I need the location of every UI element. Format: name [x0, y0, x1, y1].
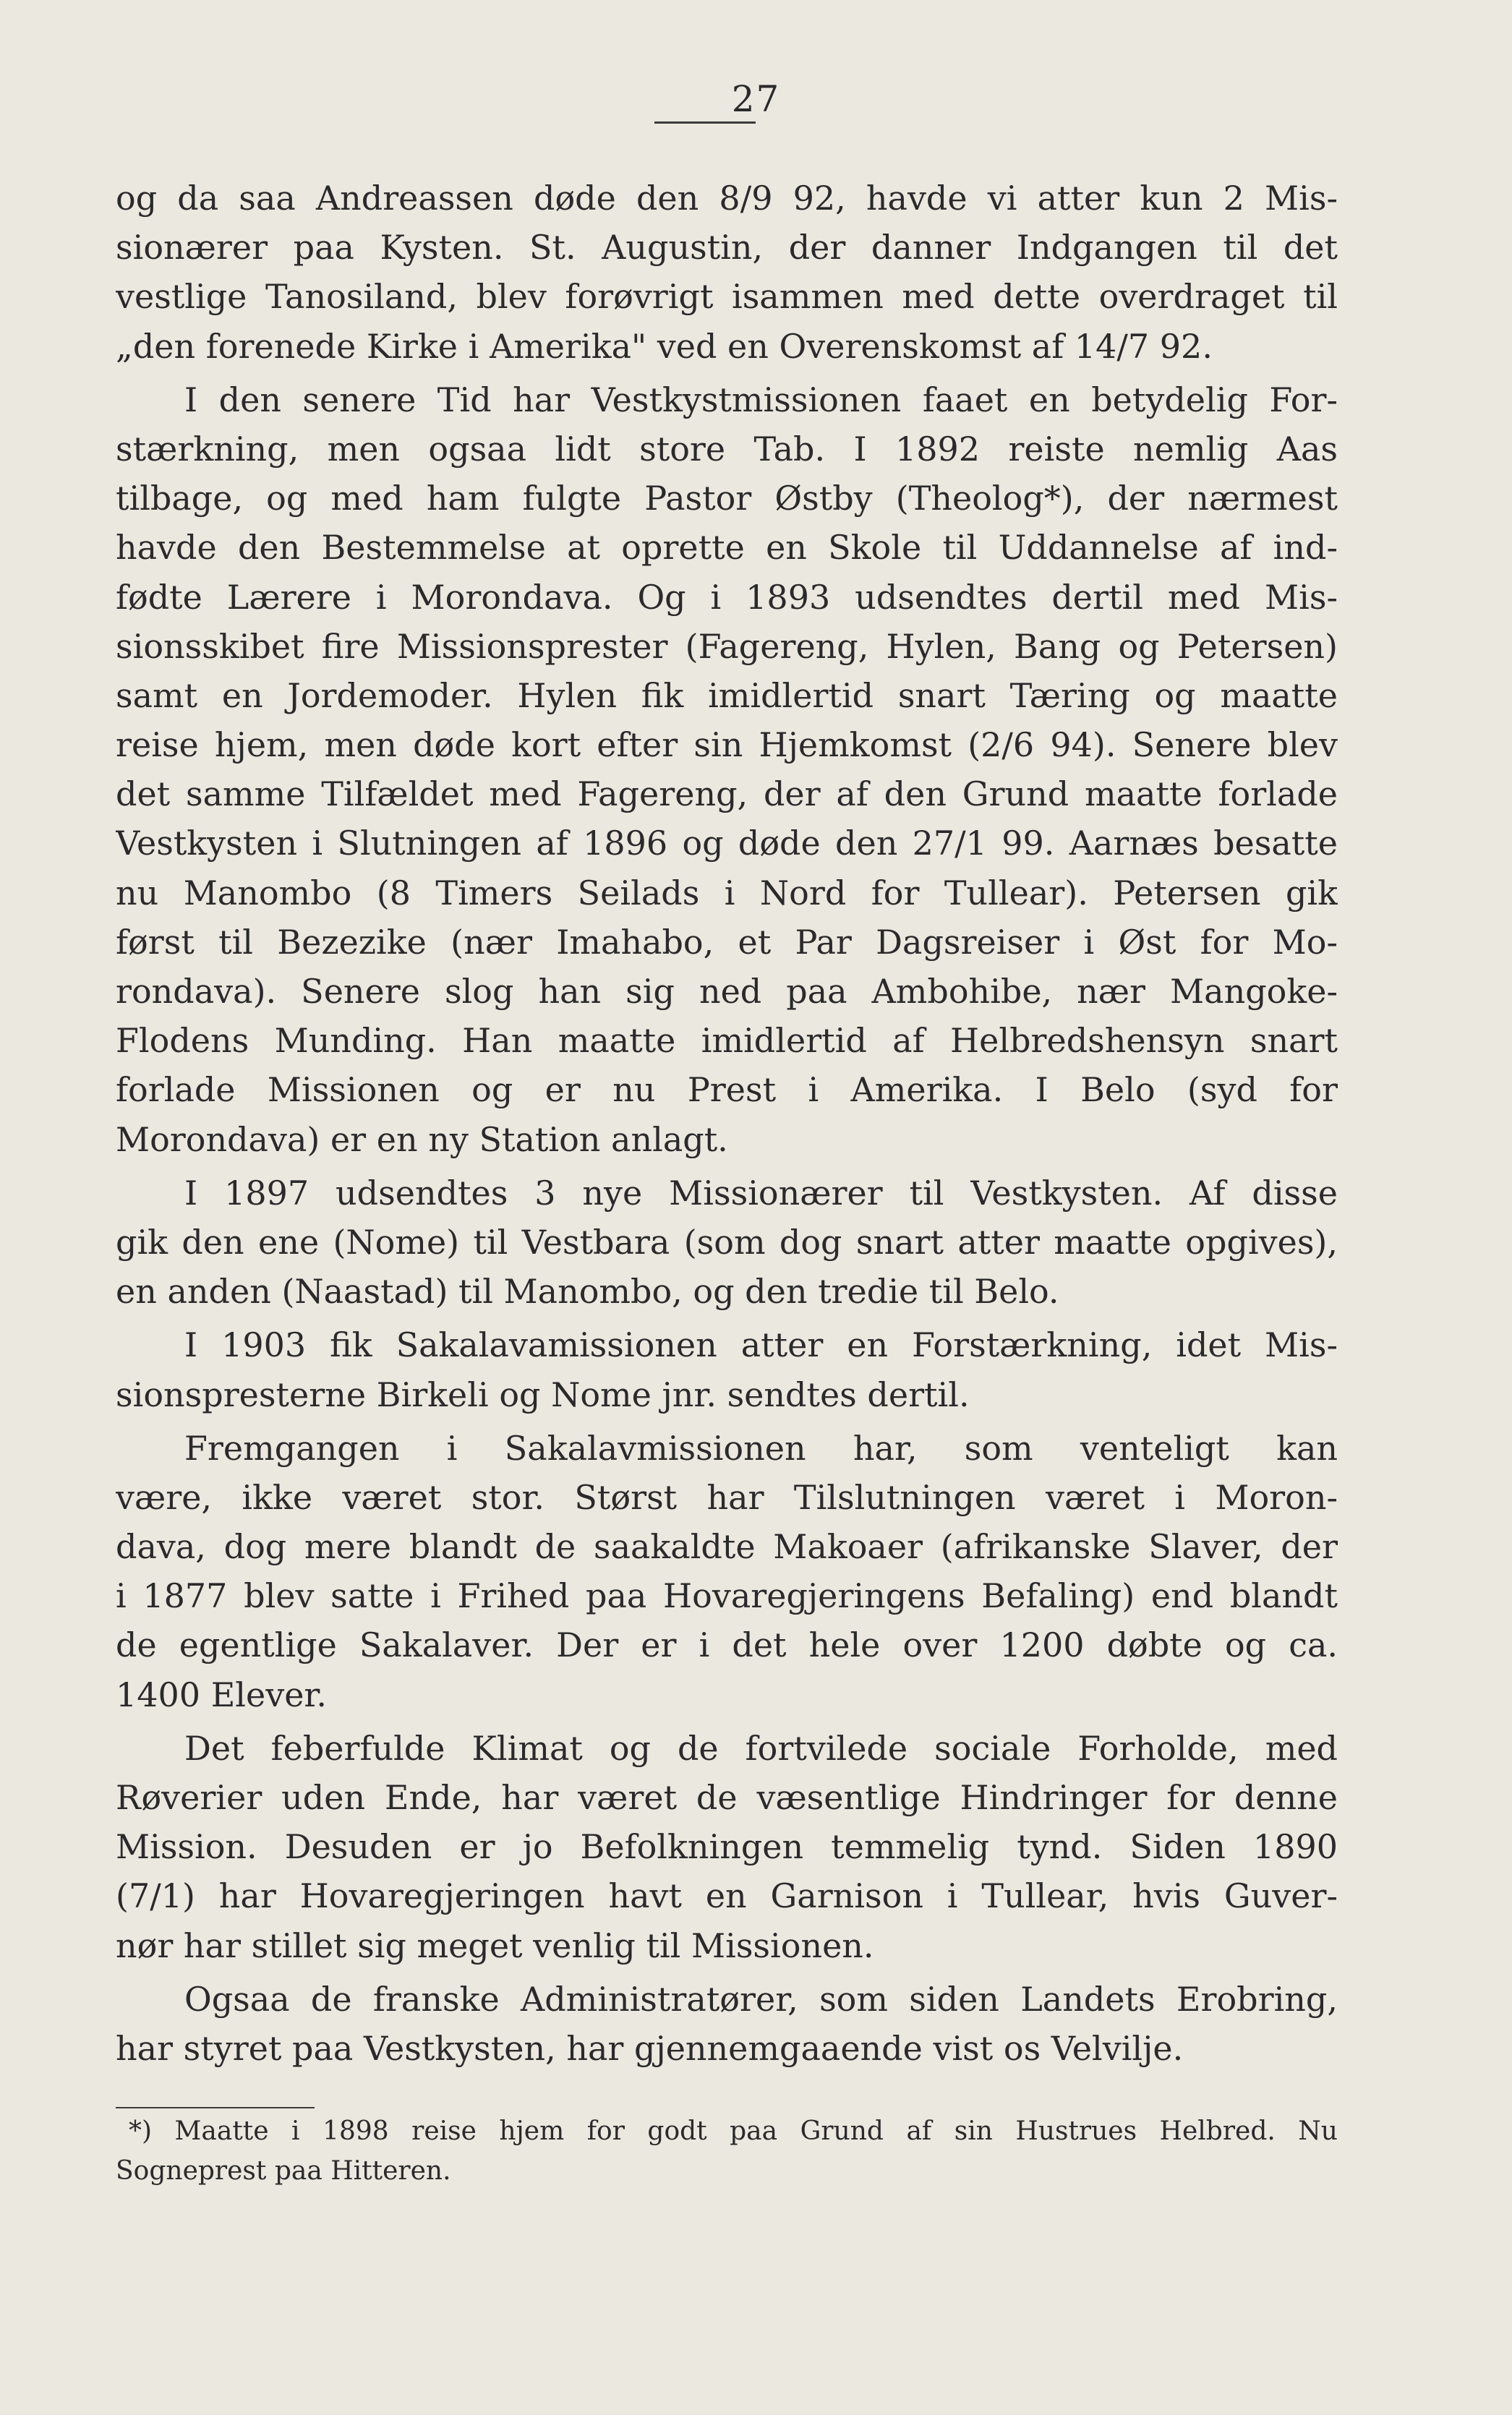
text-line: dava, dog mere blandt de saakaldte Makoaer (afrikanske Slaver, der [116, 1527, 1338, 1567]
text-line: det samme Tilfældet med Fagereng, der af den Grund maatte forlade [116, 774, 1338, 814]
page-number: 27 [731, 78, 781, 120]
text-line: og da saa Andreassen døde den 8/9 92, havde vi atter kun 2 Mis- [116, 179, 1338, 218]
text-line: være, ikke været stor. Størst har Tilslutningen været i Moron- [116, 1477, 1338, 1517]
text-line: I 1903 fik Sakalavamissionen atter en Forstærkning, idet Mis- [184, 1325, 1338, 1365]
text-line: rondava). Senere slog han sig ned paa Ambohibe, nær Mangoke- [116, 972, 1338, 1011]
text-line: Ogsaa de franske Administratører, som siden Landets Erobring, [184, 1979, 1338, 2019]
text-line: Røverier uden Ende, har været de væsentlige Hindringer for denne [116, 1778, 1338, 1817]
text-line: de egentlige Sakalaver. Der er i det hele over 1200 døbte og ca. [116, 1625, 1338, 1665]
text-line: Det feberfulde Klimat og de fortvilede sociale Forholde, med [184, 1728, 1338, 1768]
text-line: nu Manombo (8 Timers Seilads i Nord for Tullear). Petersen gik [116, 873, 1338, 912]
text-line: tilbage, og med ham fulgte Pastor Østby (Theolog*), der nærmest [116, 479, 1338, 518]
text-line: I den senere Tid har Vestkystmissionen faaet en betydelig For- [184, 380, 1338, 419]
text-line: stærkning, men ogsaa lidt store Tab. I 1892 reiste nemlig Aas [116, 429, 1338, 469]
text-line: forlade Missionen og er nu Prest i Amerika. I Belo (syd for [116, 1070, 1338, 1110]
text-line: Morondava) er en ny Station anlagt. [116, 1119, 728, 1159]
body-text [116, 174, 1338, 2073]
text-line: har styret paa Vestkysten, har gjennemgaaende vist os Velvilje. [116, 2028, 1184, 2068]
footnote-line: *) Maatte i 1898 reise hjem for godt paa Grund af sin Hustrues Helbred. Nu [129, 2116, 1338, 2146]
text-line: I 1897 udsendtes 3 nye Missionærer til Vestkysten. Af disse [184, 1173, 1338, 1213]
text-line: samt en Jordemoder. Hylen fik imidlertid snart Tæring og maatte [116, 675, 1338, 715]
text-line: havde den Bestemmelse at oprette en Skole til Uddannelse af ind- [116, 528, 1338, 568]
header-rule [654, 121, 756, 124]
text-line: Flodens Munding. Han maatte imidlertid af Helbredshensyn snart [116, 1021, 1338, 1061]
text-line: i 1877 blev satte i Frihed paa Hovaregjeringens Befaling) end blandt [116, 1576, 1338, 1616]
text-line: „den forenede Kirke i Amerika" ved en Overenskomst af 14/7 92. [116, 326, 1213, 366]
text-line: Vestkysten i Slutningen af 1896 og døde den 27/1 99. Aarnæs besatte [116, 824, 1338, 863]
text-line: (7/1) har Hovaregjeringen havt en Garnison i Tullear, hvis Guver- [116, 1876, 1338, 1916]
text-line: fødte Lærere i Morondava. Og i 1893 udsendtes dertil med Mis- [116, 577, 1338, 617]
footnote-line: Sognеprest paa Hitteren. [116, 2156, 451, 2186]
text-line: sionspresterne Birkeli og Nome jnr. sendtes dertil. [116, 1375, 970, 1414]
text-line: sionsskibet fire Missionsprester (Fagereng, Hylen, Bang og Petersen) [116, 626, 1338, 666]
footnote [116, 2111, 1338, 2191]
text-line: sionærer paa Kysten. St. Augustin, der danner Indgangen til det [116, 228, 1338, 268]
text-line: Mission. Desuden er jo Befolkningen temmelig tynd. Siden 1890 [116, 1827, 1338, 1867]
text-line: gik den ene (Nome) til Vestbara (som dog snart atter maatte opgives), [116, 1222, 1338, 1262]
text-line: Fremgangen i Sakalavmissionen har, som venteligt kan [184, 1428, 1338, 1468]
text-line: en anden (Naastad) til Manombo, og den tredie til Belo. [116, 1272, 1059, 1312]
text-line: først til Bezezike (nær Imahabo, et Par Dagsreiser i Øst for Mo- [116, 922, 1338, 962]
text-line: vestlige Tanosiland, blev forøvrigt isammen med dette overdraget til [116, 277, 1338, 317]
text-line: nør har stillet sig meget venlig til Missionen. [116, 1925, 874, 1965]
footnote-rule [116, 2107, 315, 2108]
text-line: 1400 Elever. [116, 1675, 327, 1714]
text-line: reise hjem, men døde kort efter sin Hjemkomst (2/6 94). Senere blev [116, 725, 1338, 765]
